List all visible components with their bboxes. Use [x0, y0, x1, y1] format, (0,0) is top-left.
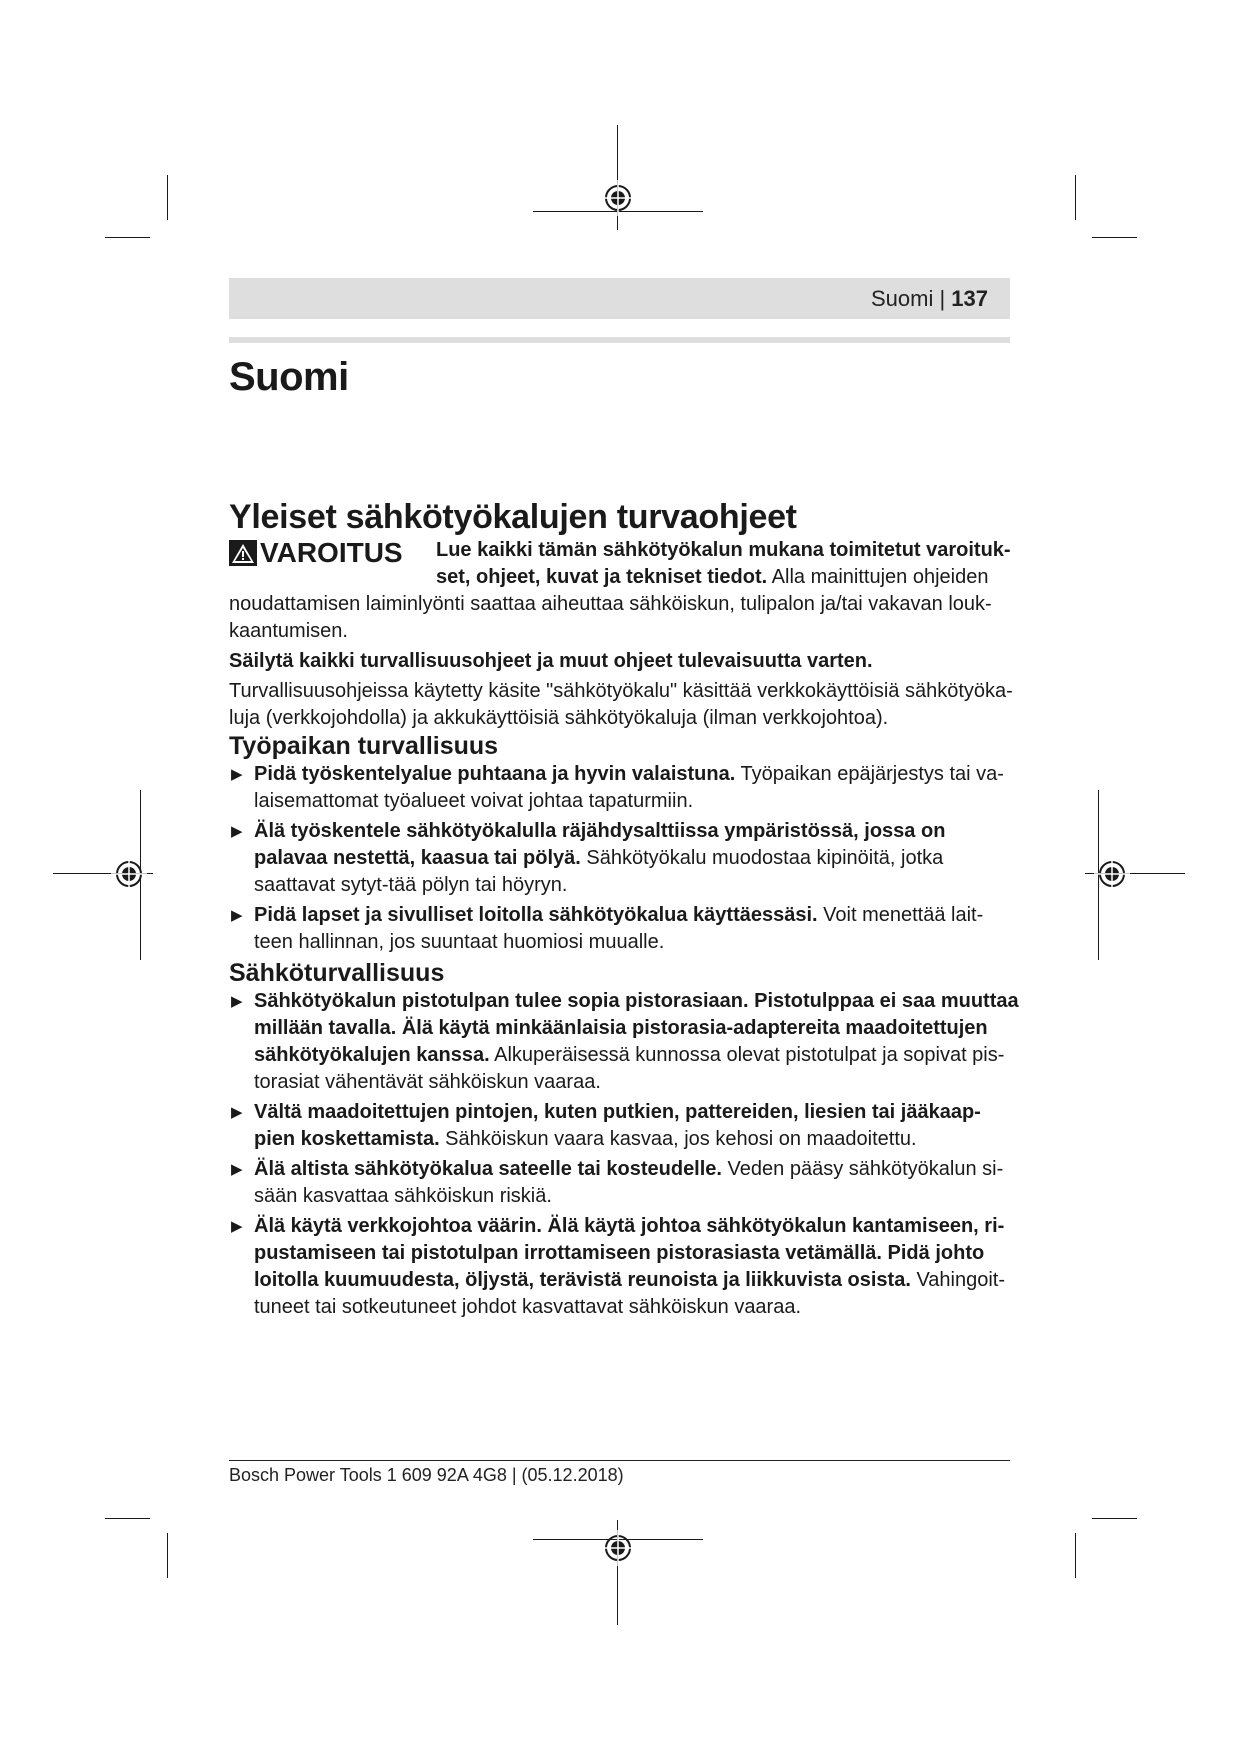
list-item — [229, 902, 1019, 956]
warning-label — [229, 539, 403, 566]
item-bold-text: Sähkötyökalun pistotulpan tulee sopia pistorasiaan. Pistotulppaa ei saa muuttaa millään tavalla. Älä käytä minkäänlaisia pistorasia-adaptereita maadoitettujen sähkötyökalujen kanssa. — [254, 990, 1019, 1066]
electrical-list — [229, 988, 1019, 1321]
item-bold-text: Pidä lapset ja sivulliset loitolla sähkötyökalua käyttäessäsi. — [254, 904, 818, 926]
warning-line-2-rest: Alla mainittujen ohjeiden — [767, 566, 989, 588]
arrow-bullet-icon: ▶ — [231, 1161, 243, 1178]
item-bold-text: Älä altista sähkötyökalua sateelle tai kosteudelle. — [254, 1158, 722, 1180]
work-area-heading: Työpaikan turvallisuus — [229, 732, 499, 760]
warning-triangle-icon — [229, 540, 257, 566]
item-text: Sähkötyökalu muodostaa kipinöitä, jotka saattavat sytyt-tää pölyn tai höyryn. — [254, 847, 944, 896]
main-content — [229, 498, 1019, 1324]
list-item — [229, 1099, 1019, 1153]
definition-text: Turvallisuusohjeissa käytetty käsite "sähkötyökalu" käsittää verkkokäyttöisiä sähkötyöka-luja (verkkojohdolla) ja akkukäyttöisiä sähkötyökaluja (ilman verkkojohtoa). — [229, 680, 1013, 729]
header-rule — [229, 337, 1010, 343]
arrow-bullet-icon: ▶ — [231, 993, 243, 1010]
header-section: Suomi — [870, 286, 934, 311]
warning-line-1: Lue kaikki tämän sähkötyökalun mukana toimitetut varoituk- — [436, 539, 1011, 561]
registration-mark-icon — [598, 1528, 638, 1568]
arrow-bullet-icon: ▶ — [231, 907, 243, 924]
list-item — [229, 1156, 1019, 1210]
registration-mark-icon — [1092, 854, 1132, 894]
footer-rule — [229, 1460, 1010, 1461]
crop-mark — [1092, 1518, 1137, 1519]
item-text: Vahingoit-tuneet tai sotkeutuneet johdot kasvattavat sähköiskun vaaraa. — [254, 1269, 1006, 1318]
item-bold-text: Älä työskentele sähkötyökalulla räjähdysalttiissa ympäristössä, jossa on palavaa nestettä, kaasua tai pölyä. — [254, 820, 946, 869]
crop-mark — [1075, 1533, 1076, 1578]
crop-mark — [1075, 175, 1076, 220]
item-text: Veden pääsy sähkötyökalun si-sään kasvattaa sähköiskun riskiä. — [254, 1158, 1004, 1207]
item-bold-text: Pidä työskentelyalue puhtaana ja hyvin valaistuna. — [254, 763, 736, 785]
warning-label-text: VAROITUS — [260, 537, 403, 568]
arrow-bullet-icon: ▶ — [231, 1218, 243, 1235]
item-text: Työpaikan epäjärjestys tai va-laisemattomat työalueet voivat johtaa tapaturmiin. — [254, 763, 1004, 812]
item-text: Voit menettää lait-teen hallinnan, jos suuntaat huomiosi muualle. — [254, 904, 984, 953]
crop-mark — [105, 1518, 150, 1519]
work-area-list — [229, 761, 1019, 956]
page-number: 137 — [951, 286, 988, 311]
page-header — [229, 278, 1010, 319]
header-separator: | — [933, 286, 952, 311]
item-bold-text: Älä käytä verkkojohtoa väärin. Älä käytä johtoa sähkötyökalun kantamiseen, ri-pustamiseen tai pistotulpan irrottamiseen pistorasiasta vetämällä. Pidä johto loitolla kuumuudesta, öljystä, terävistä reunoista ja liikkuvista osista. — [254, 1215, 1005, 1291]
registration-mark-icon — [109, 854, 149, 894]
warning-continuation: noudattamisen laiminlyönti saattaa aiheuttaa sähköiskun, tulipalon ja/tai vakavan louk-kaantumisen. — [229, 593, 992, 642]
page-title: Suomi — [229, 355, 349, 399]
registration-mark-icon — [598, 178, 638, 218]
electrical-heading: Sähköturvallisuus — [229, 959, 445, 987]
list-item — [229, 818, 1019, 899]
footer-text: Bosch Power Tools 1 609 92A 4G8 | (05.12.2018) — [229, 1465, 624, 1485]
item-bold-text: Vältä maadoitettujen pintojen, kuten putkien, pattereiden, liesien tai jääkaap-pien koskettamista. — [254, 1101, 981, 1150]
warning-line-2-bold: set, ohjeet, kuvat ja tekniset tiedot. — [436, 566, 768, 588]
arrow-bullet-icon: ▶ — [231, 823, 243, 840]
crop-mark — [167, 175, 168, 220]
section-heading: Yleiset sähkötyökalujen turvaohjeet — [229, 498, 797, 536]
warning-block — [229, 537, 1019, 591]
header-text — [871, 286, 988, 312]
arrow-bullet-icon: ▶ — [231, 1104, 243, 1121]
save-instructions: Säilytä kaikki turvallisuusohjeet ja muut ohjeet tulevaisuutta varten. — [229, 650, 873, 672]
list-item — [229, 1213, 1019, 1321]
item-text: Alkuperäisessä kunnossa olevat pistotulpat ja sopivat pis-torasiat vähentävät sähköiskun vaaraa. — [254, 1044, 1005, 1093]
crop-mark — [105, 237, 150, 238]
item-text: Sähköiskun vaara kasvaa, jos kehosi on maadoitettu. — [439, 1128, 917, 1150]
list-item — [229, 988, 1019, 1096]
list-item — [229, 761, 1019, 815]
arrow-bullet-icon: ▶ — [231, 766, 243, 783]
crop-mark — [1092, 237, 1137, 238]
crop-mark — [167, 1533, 168, 1578]
